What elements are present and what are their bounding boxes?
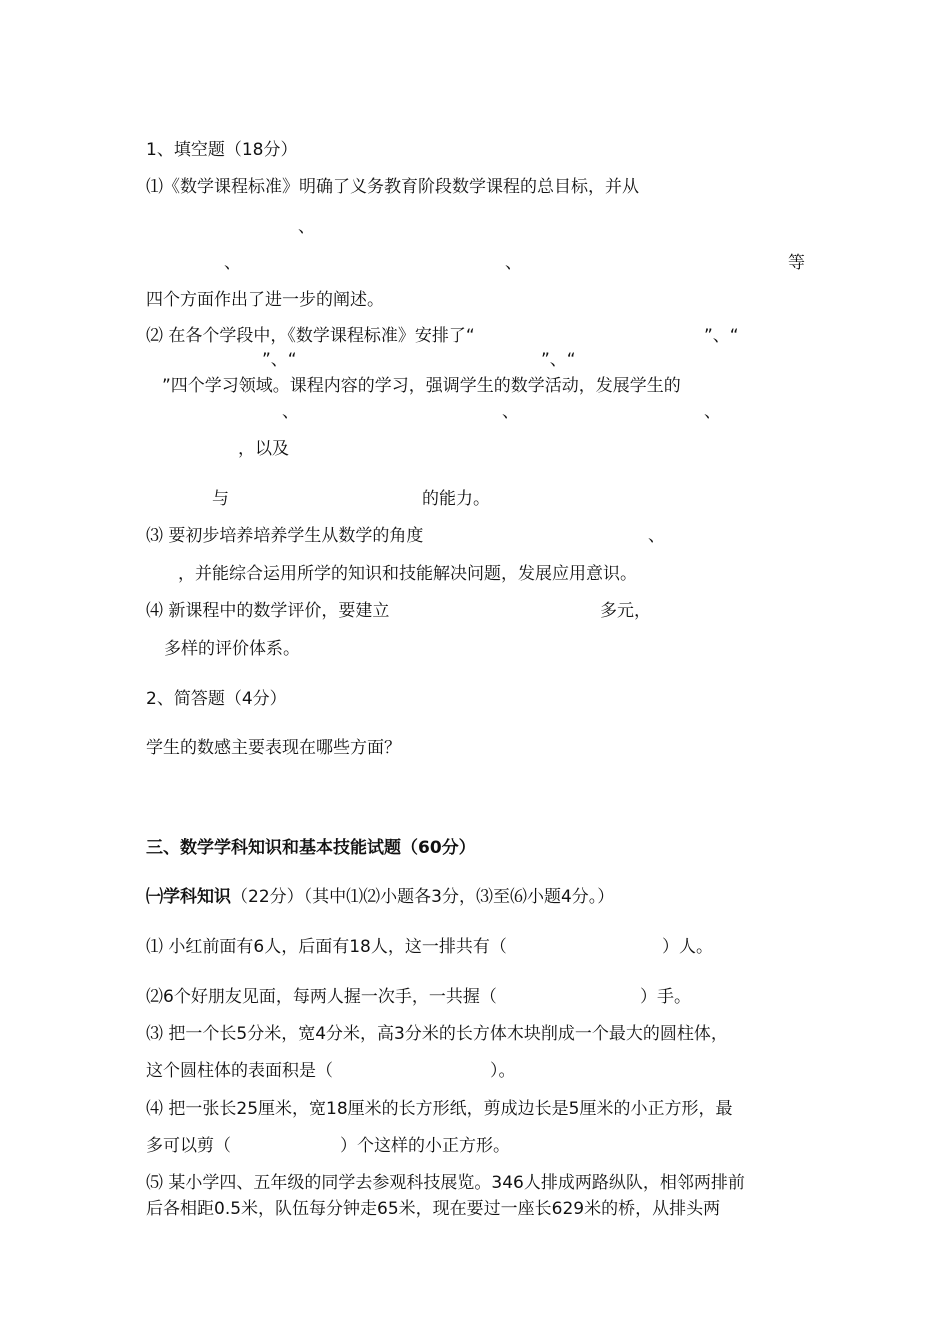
- q1-separator: 、: [298, 217, 315, 237]
- q2-separator: 、: [704, 402, 721, 422]
- q2-nengli: 的能力。: [422, 489, 490, 509]
- p3-q4-end: ）个这样的小正方形。: [340, 1136, 510, 1156]
- q3-line1: ⑶ 要初步培养培养学生从数学的角度: [146, 526, 424, 546]
- p3-q2: ⑵6个好朋友见面，每两人握一次手，一共握（: [146, 987, 497, 1007]
- q2-yu: 与: [212, 489, 229, 509]
- q4-line2: 多样的评价体系。: [164, 639, 300, 659]
- p3-q3-line1: ⑶ 把一个长5分米，宽4分米，高3分米的长方体木块削成一个最大的圆柱体，: [146, 1024, 728, 1044]
- p3-q1: ⑴ 小红前面有6人，后面有18人，这一排共有（: [146, 937, 507, 957]
- q1-line1: ⑴《数学课程标准》明确了义务教育阶段数学课程的总目标，并从: [146, 177, 639, 197]
- q2-separator: 、: [502, 402, 519, 422]
- section-heading-fill-blank: 1、填空题（18分）: [146, 140, 298, 160]
- p3-q5-line1: ⑸ 某小学四、五年级的同学去参观科技展览。346人排成两路纵队，相邻两排前: [146, 1173, 745, 1193]
- subsection-title: ㈠学科知识: [146, 887, 231, 907]
- subsection-heading: [146, 886, 614, 908]
- p3-q1-end: ）人。: [662, 937, 713, 957]
- q4-line1: ⑷ 新课程中的数学评价，要建立: [146, 601, 390, 621]
- q2-line3: ”四个学习领域。课程内容的学习，强调学生的数学活动，发展学生的: [162, 376, 681, 396]
- q2-line1: ⑵ 在各个学段中，《数学课程标准》安排了“: [146, 326, 475, 346]
- p3-q3-line2: 这个圆柱体的表面积是（: [146, 1061, 333, 1081]
- section-heading-math-knowledge: 三、数学学科知识和基本技能试题（60分）: [146, 838, 476, 858]
- q2-yiji: ，以及: [238, 439, 289, 459]
- q2-quote: ”、“: [704, 326, 739, 346]
- subsection-scoring: （22分）（其中⑴⑵小题各3分，⑶至⑹小题4分。）: [231, 887, 615, 907]
- p3-q5-line2: 后各相距0.5米，队伍每分钟走65米，现在要过一座长629米的桥，从排头两: [146, 1199, 721, 1219]
- q2-quote: ”、“: [541, 350, 576, 370]
- q4-duoyuan: 多元，: [600, 601, 651, 621]
- p3-q4-line2: 多可以剪（: [146, 1136, 231, 1156]
- section-heading-short-answer: 2、简答题（4分）: [146, 689, 287, 709]
- p3-q4-line1: ⑷ 把一张长25厘米，宽18厘米的长方形纸，剪成边长是5厘米的小正方形，最: [146, 1099, 733, 1119]
- q2-quote: ”、“: [262, 350, 297, 370]
- q3-line2: ，并能综合运用所学的知识和技能解决问题，发展应用意识。: [178, 564, 637, 584]
- p3-q2-end: ）手。: [640, 987, 691, 1007]
- q1-separator: 、: [505, 253, 522, 273]
- p3-q3-end: ）。: [490, 1061, 516, 1081]
- q1-separator: 、: [224, 253, 241, 273]
- short-answer-question: 学生的数感主要表现在哪些方面？: [146, 738, 401, 758]
- q3-separator: 、: [648, 526, 665, 546]
- q1-deng: 等: [788, 253, 805, 273]
- q1-line4: 四个方面作出了进一步的阐述。: [146, 290, 384, 310]
- q2-separator: 、: [282, 402, 299, 422]
